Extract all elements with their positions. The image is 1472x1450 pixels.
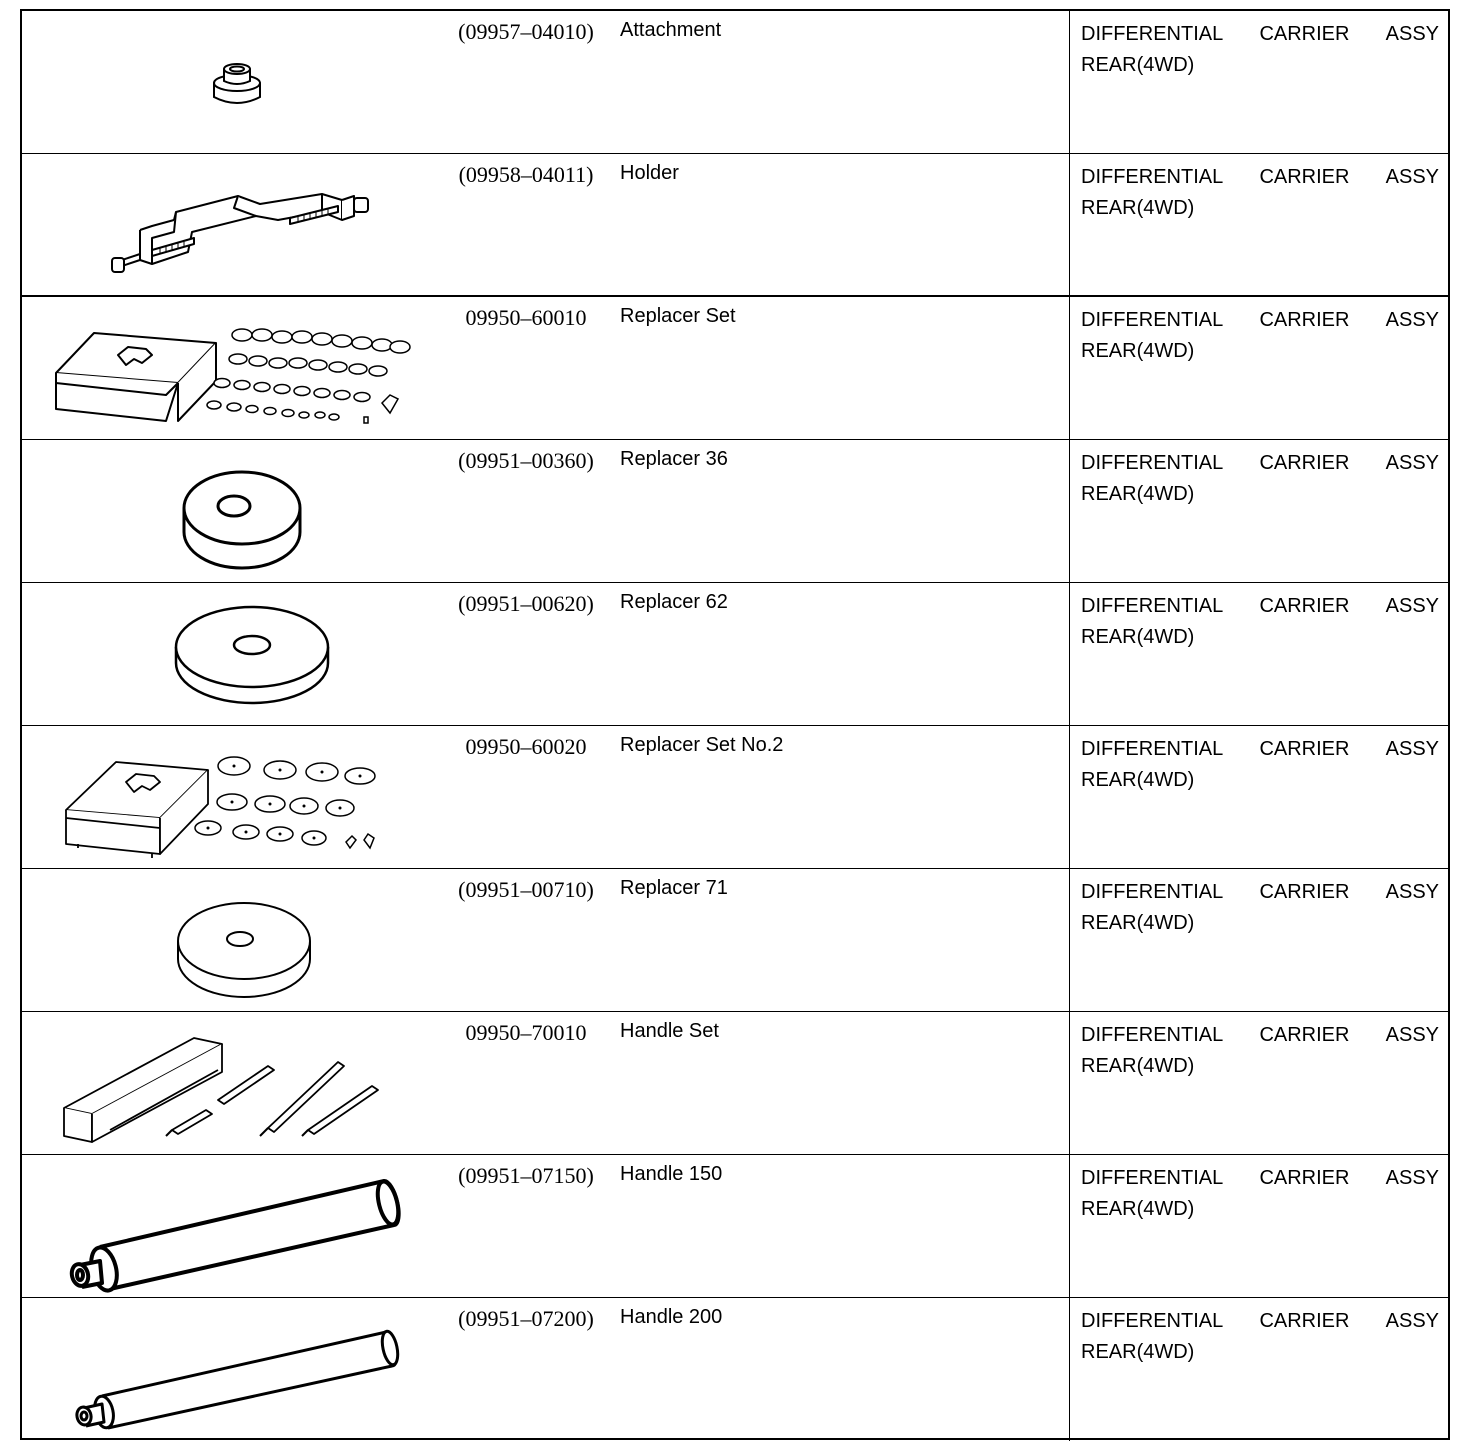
application-word: CARRIER [1259,1310,1350,1332]
part-number: (09951–07150) [458,1163,594,1188]
part-name: Replacer Set No.2 [620,734,784,756]
part-number: 09950–70010 [465,1020,587,1045]
application-word: CARRIER [1259,595,1350,617]
application-word: ASSY [1385,23,1439,45]
table-row [22,1298,1448,1441]
application-word: CARRIER [1259,881,1350,903]
application-word: DIFFERENTIAL [1081,452,1224,474]
part-number: (09951–07200) [458,1306,594,1331]
application-line2: REAR(4WD) [1081,626,1195,648]
application-line2: REAR(4WD) [1081,1198,1195,1220]
replacer-set-icon [42,303,422,433]
part-name: Replacer 36 [620,448,728,470]
part-number: (09958–04011) [458,162,594,187]
application-word: DIFFERENTIAL [1081,881,1224,903]
column-divider [1069,154,1070,295]
handle-icon [42,1304,422,1434]
application-word: ASSY [1385,1024,1439,1046]
column-divider [1069,1298,1070,1441]
application-line2: REAR(4WD) [1081,1055,1195,1077]
application-word: ASSY [1385,452,1439,474]
replacer-set-icon [42,732,422,862]
application-line2: REAR(4WD) [1081,769,1195,791]
part-number: (09951–00620) [458,591,594,616]
holder-icon [42,160,422,290]
application-word: CARRIER [1259,738,1350,760]
table-row [22,11,1448,154]
application-word: DIFFERENTIAL [1081,23,1224,45]
application-word: DIFFERENTIAL [1081,1310,1224,1332]
application-line2: REAR(4WD) [1081,1341,1195,1363]
table-row [22,297,1448,440]
table-row [22,1012,1448,1155]
application-word: CARRIER [1259,452,1350,474]
part-name: Handle 200 [620,1306,723,1328]
application [1081,19,1439,81]
application-word: CARRIER [1259,1167,1350,1189]
column-divider [1069,297,1070,439]
application-word: ASSY [1385,738,1439,760]
table-row [22,583,1448,726]
column-divider [1069,11,1070,153]
part-number: 09950–60020 [465,734,587,759]
table-row [22,1155,1448,1298]
application-word: ASSY [1385,1167,1439,1189]
part-name: Attachment [620,19,722,41]
table-row [22,440,1448,583]
application-word: CARRIER [1259,23,1350,45]
replacer-disc-icon [42,446,422,576]
table-row [22,154,1448,297]
application-line2: REAR(4WD) [1081,54,1195,76]
part-name: Replacer Set [620,305,736,327]
attachment-icon [42,17,422,147]
application [1081,162,1439,224]
application-line2: REAR(4WD) [1081,912,1195,934]
handle-icon [42,1161,422,1291]
application-line2: REAR(4WD) [1081,483,1195,505]
application-word: ASSY [1385,309,1439,331]
application-word: ASSY [1385,881,1439,903]
part-name: Handle 150 [620,1163,723,1185]
part-name: Replacer 71 [620,877,728,899]
special-tools-table [20,9,1450,1440]
column-divider [1069,726,1070,868]
application-word: DIFFERENTIAL [1081,595,1224,617]
part-number: (09951–00710) [458,877,594,902]
application-line2: REAR(4WD) [1081,340,1195,362]
application-word: DIFFERENTIAL [1081,1024,1224,1046]
application-word: CARRIER [1259,166,1350,188]
application-word: DIFFERENTIAL [1081,166,1224,188]
application [1081,877,1439,939]
application [1081,591,1439,653]
replacer-disc-icon [42,589,422,719]
application-line2: REAR(4WD) [1081,197,1195,219]
application-word: ASSY [1385,166,1439,188]
part-number: (09957–04010) [458,19,594,44]
application [1081,1163,1439,1225]
handle-set-icon [42,1018,422,1148]
application-word: CARRIER [1259,309,1350,331]
column-divider [1069,1012,1070,1154]
part-name: Handle Set [620,1020,719,1042]
part-number: (09951–00360) [458,448,594,473]
table-row [22,726,1448,869]
application-word: CARRIER [1259,1024,1350,1046]
application-word: DIFFERENTIAL [1081,738,1224,760]
application-word: DIFFERENTIAL [1081,309,1224,331]
application [1081,305,1439,367]
replacer-disc-icon [42,875,422,1005]
part-name: Holder [620,162,679,184]
column-divider [1069,583,1070,725]
table-row [22,869,1448,1012]
application [1081,448,1439,510]
application-word: ASSY [1385,595,1439,617]
part-name: Replacer 62 [620,591,728,613]
application-word: DIFFERENTIAL [1081,1167,1224,1189]
column-divider [1069,440,1070,582]
application-word: ASSY [1385,1310,1439,1332]
column-divider [1069,869,1070,1011]
application [1081,1306,1439,1368]
application [1081,1020,1439,1082]
application [1081,734,1439,796]
column-divider [1069,1155,1070,1297]
part-number: 09950–60010 [465,305,587,330]
